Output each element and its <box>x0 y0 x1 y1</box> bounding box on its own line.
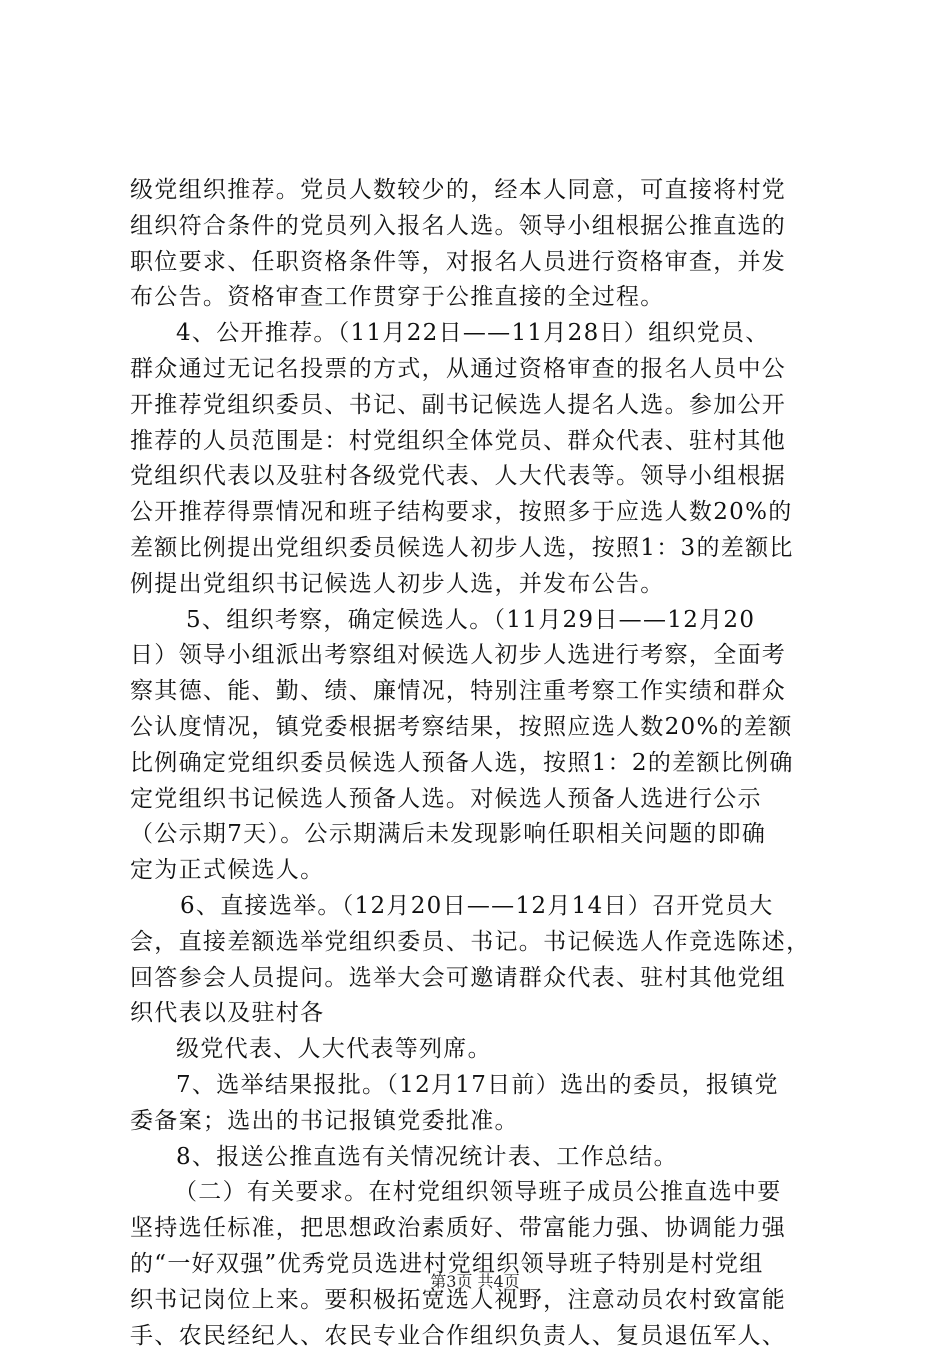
text-line: 7、选举结果报批。（12月17日前）选出的委员，报镇党 <box>130 1068 830 1104</box>
text-line: 4、公开推荐。（11月22日——11月28日）组织党员、 <box>130 316 830 352</box>
page-footer: 第3页 共4页 <box>0 1272 950 1292</box>
text-line: 开推荐党组织委员、书记、副书记候选人提名人选。参加公开 <box>130 388 830 424</box>
text-line: 推荐的人员范围是：村党组织全体党员、群众代表、驻村其他 <box>130 424 830 460</box>
text-line: 织书记岗位上来。要积极拓宽选人视野，注意动员农村致富能 <box>130 1283 830 1319</box>
text-line: 会，直接差额选举党组织委员、书记。书记候选人作竞选陈述， <box>130 925 830 961</box>
text-line: 织代表以及驻村各 <box>130 996 830 1032</box>
text-line: 组织符合条件的党员列入报名人选。领导小组根据公推直选的 <box>130 209 830 245</box>
text-line: 回答参会人员提问。选举大会可邀请群众代表、驻村其他党组 <box>130 961 830 997</box>
text-line: 布公告。资格审查工作贯穿于公推直接的全过程。 <box>130 280 830 316</box>
text-line: 日）领导小组派出考察组对候选人初步人选进行考察，全面考 <box>130 638 830 674</box>
text-line: 党组织代表以及驻村各级党代表、人大代表等。领导小组根据 <box>130 459 830 495</box>
text-line: 公认度情况，镇党委根据考察结果，按照应选人数20%的差额 <box>130 710 830 746</box>
text-line: 职位要求、任职资格条件等，对报名人员进行资格审查，并发 <box>130 245 830 281</box>
text-line: 定为正式候选人。 <box>130 853 830 889</box>
text-line: 手、农民经纪人、农民专业合作组织负责人、复员退伍军人、 <box>130 1319 830 1354</box>
document-body <box>130 173 830 1354</box>
text-line: 的“一好双强”优秀党员选进村党组织领导班子特别是村党组 <box>130 1247 830 1283</box>
text-line: 定党组织书记候选人预备人选。对候选人预备人选进行公示 <box>130 782 830 818</box>
text-line: 6、直接选举。（12月20日——12月14日）召开党员大 <box>130 889 830 925</box>
text-line: 差额比例提出党组织委员候选人初步人选，按照1：3的差额比 <box>130 531 830 567</box>
text-line: 级党代表、人大代表等列席。 <box>130 1032 830 1068</box>
text-line: 委备案；选出的书记报镇党委批准。 <box>130 1104 830 1140</box>
text-line: （二）有关要求。在村党组织领导班子成员公推直选中要 <box>130 1175 830 1211</box>
text-line: 例提出党组织书记候选人初步人选，并发布公告。 <box>130 567 830 603</box>
text-line: 比例确定党组织委员候选人预备人选，按照1：2的差额比例确 <box>130 746 830 782</box>
text-line: 察其德、能、勤、绩、廉情况，特别注重考察工作实绩和群众 <box>130 674 830 710</box>
text-line: （公示期7天）。公示期满后未发现影响任职相关问题的即确 <box>130 817 830 853</box>
text-line: 5、组织考察，确定候选人。（11月29日——12月20 <box>130 603 830 639</box>
text-line: 级党组织推荐。党员人数较少的，经本人同意，可直接将村党 <box>130 173 830 209</box>
text-line: 坚持选任标准，把思想政治素质好、带富能力强、协调能力强 <box>130 1211 830 1247</box>
text-line: 群众通过无记名投票的方式，从通过资格审查的报名人员中公 <box>130 352 830 388</box>
text-line: 公开推荐得票情况和班子结构要求，按照多于应选人数20%的 <box>130 495 830 531</box>
text-line: 8、报送公推直选有关情况统计表、工作总结。 <box>130 1140 830 1176</box>
